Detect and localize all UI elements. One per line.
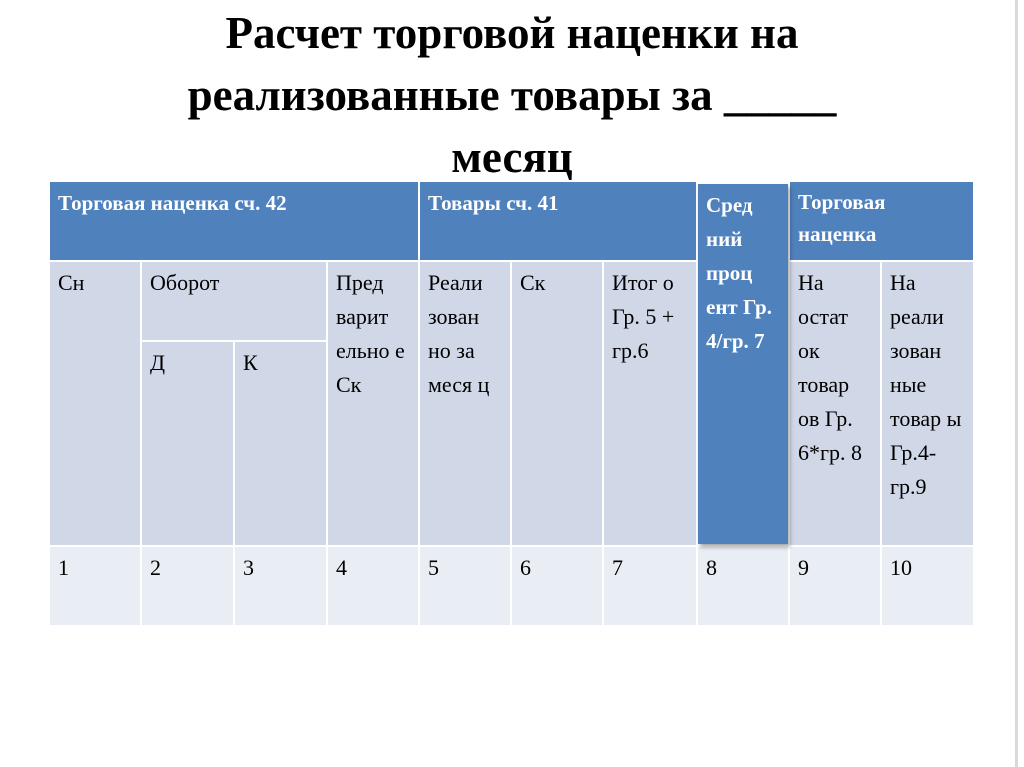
title-line-2: реализованные товары за _____ [187, 70, 837, 120]
number-cell-4: 4 [328, 547, 418, 625]
col-turnover: Оборот [142, 262, 326, 340]
col-debit: Д [142, 342, 233, 545]
title-line-1: Расчет торговой наценки на [225, 8, 799, 58]
slide-edge-divider [1015, 0, 1018, 767]
col-credit: К [235, 342, 326, 545]
col-sold-for-month: Реали зован но за меся ц [420, 262, 510, 545]
number-cell-10: 10 [882, 547, 973, 625]
number-cell-5: 5 [420, 547, 510, 625]
col-opening-balance: Сн [50, 262, 140, 545]
number-cell-1: 1 [50, 547, 140, 625]
number-cell-6: 6 [512, 547, 602, 625]
col-markup-on-remaining: На остат ок товар ов Гр. 6*гр. 8 [790, 262, 880, 545]
slide-title [0, 2, 1024, 188]
col-average-percent: Сред ний проц ент Гр. 4/гр. 7 [698, 184, 788, 544]
header-markup-account-42: Торговая наценка сч. 42 [50, 182, 418, 260]
title-line-3: месяц [451, 132, 573, 182]
col-closing-balance: Ск [512, 262, 602, 545]
col-total: Итог о Гр. 5 + гр.6 [604, 262, 696, 545]
number-cell-9: 9 [790, 547, 880, 625]
col-preliminary-balance: Пред варит ельно е Ск [328, 262, 418, 545]
number-cell-2: 2 [142, 547, 233, 625]
header-trade-markup: Торговая наценка [790, 182, 973, 260]
number-cell-7: 7 [604, 547, 696, 625]
number-cell-3: 3 [235, 547, 326, 625]
number-cell-8: 8 [698, 547, 788, 625]
col-markup-on-sold: На реали зован ные товар ы Гр.4-гр.9 [882, 262, 973, 545]
header-goods-account-41: Товары сч. 41 [420, 182, 696, 260]
